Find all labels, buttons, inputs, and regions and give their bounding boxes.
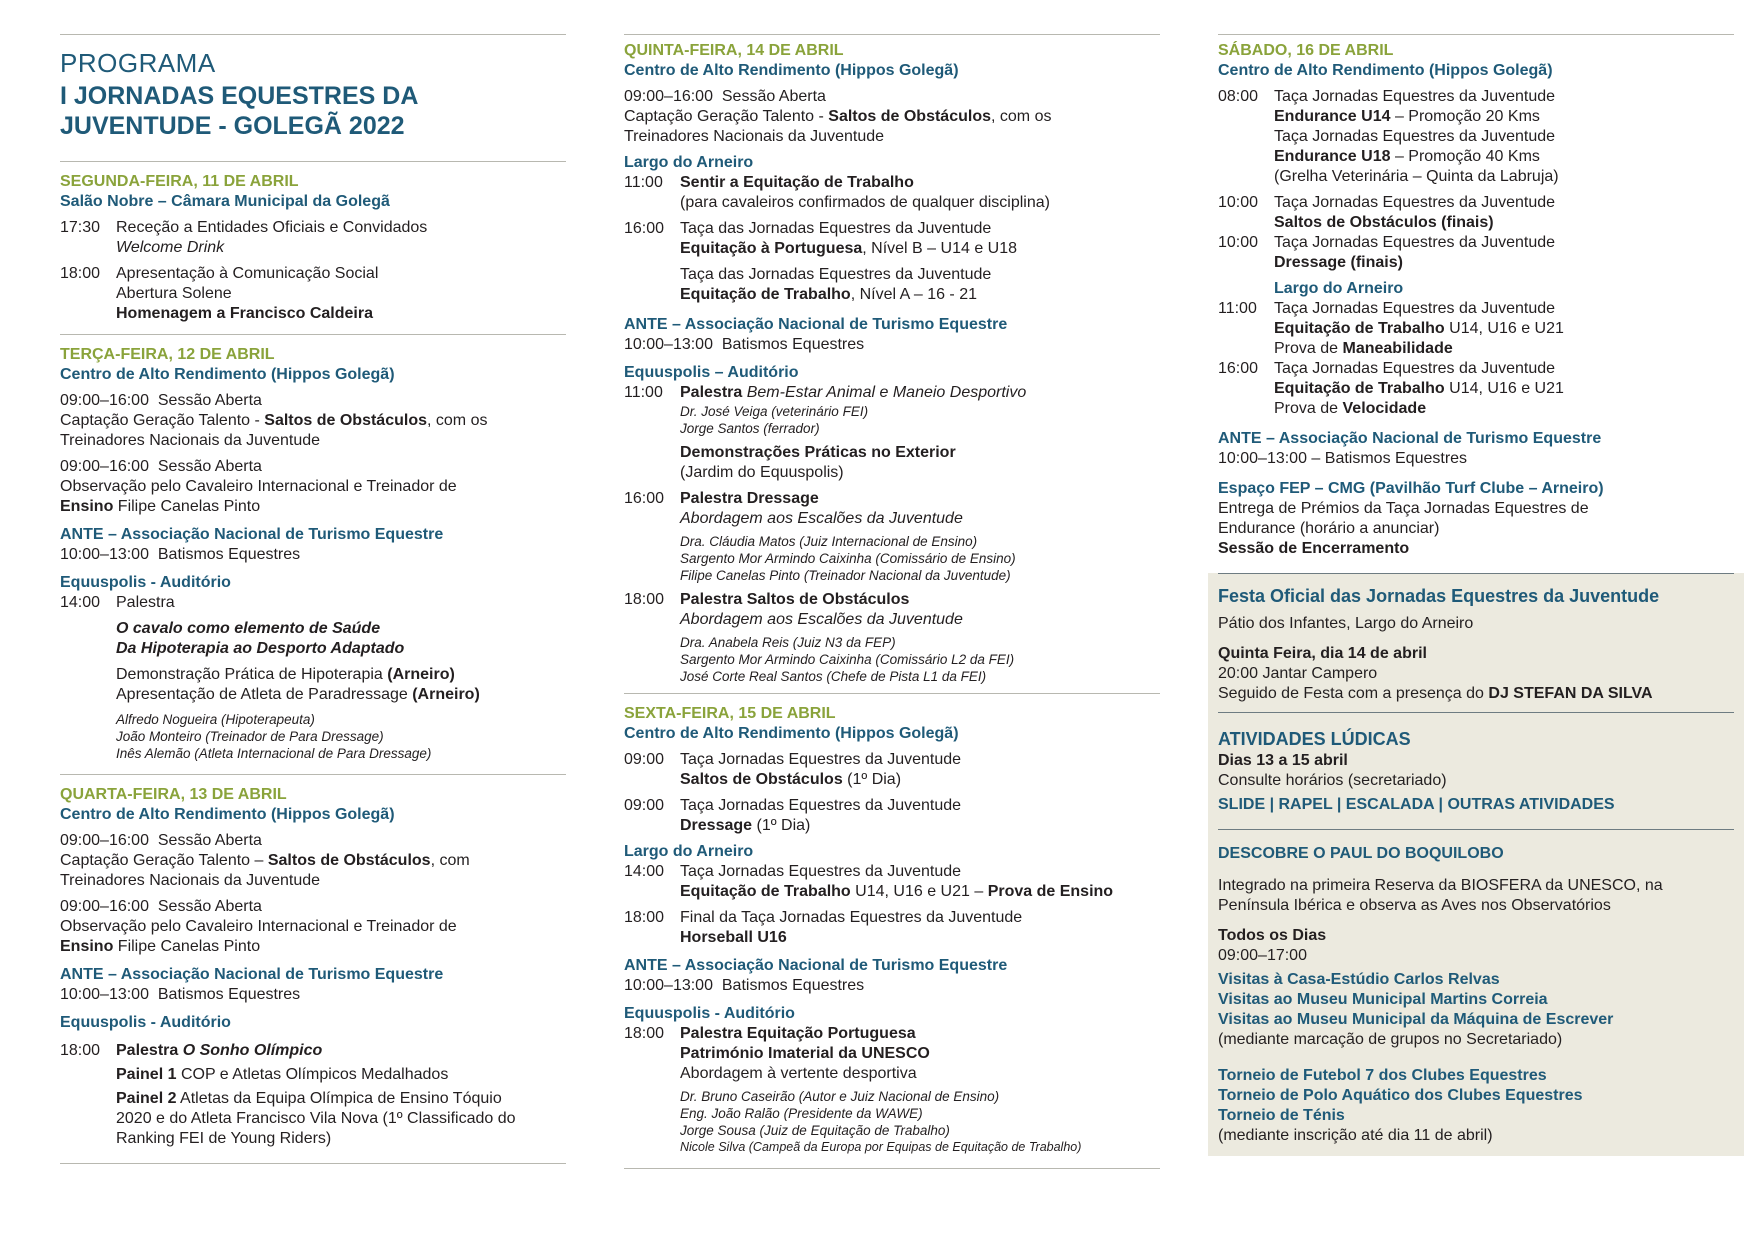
event-text: Palestra	[116, 1042, 179, 1059]
festa-date: Quinta Feira, dia 14 de abril	[1218, 645, 1427, 662]
venue: Largo do Arneiro	[624, 843, 754, 860]
event-text: Velocidade	[1342, 400, 1427, 417]
paul-text: Integrado na primeira Reserva da BIOSFERA da UNESCO, na	[1218, 877, 1663, 894]
event-text: (Arneiro)	[412, 686, 480, 703]
event-text: U14, U16 e U21 –	[855, 883, 984, 900]
divider	[1218, 573, 1734, 574]
event-time: 10:00–13:00	[624, 977, 713, 994]
speaker-name: João Monteiro (Treinador de Para Dressage)	[116, 729, 384, 744]
event-text: Sessão Aberta	[157, 898, 262, 915]
event-text: Bem-Estar Animal e Maneio Desportivo	[746, 384, 1027, 401]
event	[1218, 299, 1734, 359]
info-box	[1208, 573, 1744, 1156]
divider	[60, 774, 566, 775]
event-text: Prova de Ensino	[987, 883, 1114, 900]
event-time: 09:00	[624, 751, 665, 768]
event-text: Taça Jornadas Equestres da Juventude	[680, 797, 962, 814]
event-text: – Promoção 20 Kms	[1394, 108, 1540, 125]
event-text: Painel 1	[116, 1066, 177, 1083]
visit-item: Visitas à Casa-Estúdio Carlos Relvas	[1218, 971, 1500, 988]
speaker-name: Sargento Mor Armindo Caixinha (Comissário de Ensino)	[680, 551, 1016, 566]
day-title-tuesday: TERÇA-FEIRA, 12 DE ABRIL	[60, 346, 275, 363]
divider	[60, 334, 566, 335]
event-text: Saltos de Obstáculos	[680, 771, 843, 788]
event-text: U14, U16 e U21	[1449, 320, 1564, 337]
event-time: 09:00–16:00	[60, 832, 149, 849]
event-text: Demonstração Prática de Hipoterapia	[116, 666, 383, 683]
day-title-thursday: QUINTA-FEIRA, 14 DE ABRIL	[624, 42, 844, 59]
event-text: Abertura Solene	[116, 285, 232, 302]
venue: ANTE – Associação Nacional de Turismo Equestre	[1218, 430, 1602, 447]
event	[624, 750, 1160, 790]
event-text: Taça Jornadas Equestres da Juventude	[1274, 128, 1556, 145]
event-text: (1º Dia)	[756, 817, 811, 834]
event-text: Welcome Drink	[116, 239, 225, 256]
event-text: Batismos Equestres	[157, 546, 301, 563]
speaker-name: Dra. Cláudia Matos (Juiz Internacional de Ensino)	[680, 534, 978, 549]
event-text: COP e Atletas Olímpicos Medalhados	[180, 1066, 449, 1083]
event-time: 10:00–13:00	[624, 336, 713, 353]
event	[1218, 359, 1734, 419]
event-text: Ensino	[60, 498, 114, 515]
speaker-name: Sargento Mor Armindo Caixinha (Comissário L2 da FEI)	[680, 652, 1015, 667]
event-text: Abordagem aos Escalões da Juventude	[680, 611, 963, 628]
event-text: – Promoção 40 Kms	[1394, 148, 1540, 165]
event-text: Taça Jornadas Equestres da Juventude	[1274, 360, 1556, 377]
event-text: Taça Jornadas Equestres da Juventude	[1274, 88, 1556, 105]
event-text: Observação pelo Cavaleiro Internacional e Treinador de	[60, 918, 457, 935]
event-text: , Nível A – 16 - 21	[850, 286, 977, 303]
programa-label: PROGRAMA	[60, 48, 216, 78]
event	[624, 489, 1160, 584]
event-time: 18:00	[60, 265, 101, 282]
event-text: Filipe Canelas Pinto	[117, 498, 261, 515]
venue: ANTE – Associação Nacional de Turismo Equestre	[60, 966, 444, 983]
venue: Equuspolis - Auditório	[624, 1005, 795, 1022]
venue: Espaço FEP – CMG (Pavilhão Turf Clube – Arneiro)	[1218, 480, 1604, 497]
event-text: Taça Jornadas Equestres da Juventude	[1274, 300, 1556, 317]
event-text: Património Imaterial da UNESCO	[680, 1045, 930, 1062]
venue: Centro de Alto Rendimento (Hippos Golegã)	[624, 725, 959, 742]
event-text: Taça das Jornadas Equestres da Juventude	[680, 266, 992, 283]
tournament-item: Torneio de Futebol 7 dos Clubes Equestres	[1218, 1067, 1547, 1084]
event-text: Da Hipoterapia ao Desporto Adaptado	[116, 640, 405, 657]
event-text: Endurance U14	[1274, 108, 1391, 125]
event-time: 10:00	[1218, 194, 1259, 211]
event-text: Receção a Entidades Oficiais e Convidados	[116, 219, 428, 236]
event-text: Sessão Aberta	[157, 458, 262, 475]
event-text: Ranking FEI de Young Riders)	[116, 1130, 332, 1147]
event-time: 10:00	[1218, 234, 1259, 251]
event-text: Equitação à Portuguesa	[680, 240, 863, 257]
visit-note: (mediante marcação de grupos no Secretariado)	[1218, 1031, 1563, 1048]
event-text: (Grelha Veterinária – Quinta da Labruja)	[1274, 168, 1559, 185]
event-text: Equitação de Trabalho	[1274, 380, 1445, 397]
venue: ANTE – Associação Nacional de Turismo Equestre	[60, 526, 444, 543]
event-text: O cavalo como elemento de Saúde	[116, 620, 381, 637]
column-2	[624, 34, 1160, 1169]
event-text: Maneabilidade	[1342, 340, 1453, 357]
speaker-name: Eng. João Ralão (Presidente da WAWE)	[680, 1106, 923, 1121]
event-text: Filipe Canelas Pinto	[117, 938, 261, 955]
session	[60, 831, 566, 891]
venue: Largo do Arneiro	[1274, 280, 1404, 297]
event-time: 09:00	[624, 797, 665, 814]
event	[1218, 193, 1734, 233]
event-time: 09:00–16:00	[60, 458, 149, 475]
event	[624, 908, 1160, 948]
session	[624, 87, 1160, 147]
venue: Centro de Alto Rendimento (Hippos Golegã)	[1218, 62, 1553, 79]
paul-text: Península Ibérica e observa as Aves nos Observatórios	[1218, 897, 1611, 914]
tournament-item: Torneio de Polo Aquático dos Clubes Equestres	[1218, 1087, 1583, 1104]
venue: Equuspolis – Auditório	[624, 364, 799, 381]
event-text: Palestra Dressage	[680, 490, 819, 507]
event-text: Horseball U16	[680, 929, 787, 946]
event	[60, 218, 566, 258]
session	[60, 391, 566, 451]
venue: Centro de Alto Rendimento (Hippos Golegã)	[624, 62, 959, 79]
event-text: 2020 e do Atleta Francisco Vila Nova (1º Classificado do	[116, 1110, 516, 1127]
event-time: 11:00	[624, 174, 663, 191]
event-text: , com os	[427, 412, 488, 429]
divider	[624, 1168, 1160, 1169]
event-time: 11:00	[1218, 300, 1257, 317]
event	[624, 219, 1160, 305]
event-time: 16:00	[1218, 360, 1259, 377]
event-text: Taça Jornadas Equestres da Juventude	[680, 863, 962, 880]
event-text: Final da Taça Jornadas Equestres da Juventude	[680, 909, 1023, 926]
divider	[60, 34, 566, 35]
event-time: 09:00–16:00	[60, 898, 149, 915]
ludicas-activities: SLIDE | RAPEL | ESCALADA | OUTRAS ATIVIDADES	[1218, 796, 1615, 813]
day-title-monday: SEGUNDA-FEIRA, 11 DE ABRIL	[60, 173, 299, 190]
venue: Centro de Alto Rendimento (Hippos Golegã)	[60, 366, 395, 383]
divider	[60, 1163, 566, 1164]
event-text: Observação pelo Cavaleiro Internacional e Treinador de	[60, 478, 457, 495]
event-time: 17:30	[60, 219, 101, 236]
event-text: Saltos de Obstáculos	[267, 852, 431, 869]
event-text: , Nível B – U14 e U18	[862, 240, 1018, 257]
event	[624, 590, 1160, 685]
speaker-name: Filipe Canelas Pinto (Treinador Nacional da Juventude)	[680, 568, 1011, 583]
speaker-name: Dr. José Veiga (veterinário FEI)	[680, 404, 869, 419]
event	[60, 545, 566, 565]
divider	[60, 161, 566, 162]
event-text: Dressage	[680, 817, 753, 834]
event-text: (1º Dia)	[847, 771, 902, 788]
venue: ANTE – Associação Nacional de Turismo Equestre	[624, 316, 1008, 333]
event-text: Dressage (finais)	[1274, 254, 1403, 271]
event-time: 09:00–16:00	[624, 88, 713, 105]
event-text: Palestra	[116, 594, 175, 611]
speaker-name: José Corte Real Santos (Chefe de Pista L1 da FEI)	[680, 669, 987, 684]
event	[60, 1041, 566, 1149]
event	[60, 264, 566, 324]
speaker-name: Dra. Anabela Reis (Juiz N3 da FEP)	[680, 635, 896, 650]
ludicas-note: Consulte horários (secretariado)	[1218, 772, 1447, 789]
event-time: 14:00	[624, 863, 665, 880]
venue: Equuspolis - Auditório	[60, 574, 231, 591]
paul-title: DESCOBRE O PAUL DO BOQUILOBO	[1218, 845, 1504, 862]
event-text: Demonstrações Práticas no Exterior	[680, 444, 956, 461]
event-text: Saltos de Obstáculos	[828, 108, 991, 125]
event	[624, 173, 1160, 213]
event-text: O Sonho Olímpico	[182, 1042, 323, 1059]
divider	[1218, 34, 1734, 35]
event	[624, 335, 1160, 355]
day-title-saturday: SÁBADO, 16 DE ABRIL	[1218, 42, 1394, 59]
event-time: 11:00	[624, 384, 663, 401]
page-title: I JORNADAS EQUESTRES DA	[60, 82, 419, 110]
event-text: Captação Geração Talento –	[60, 852, 264, 869]
festa-dinner: 20:00 Jantar Campero	[1218, 665, 1378, 682]
event-time: 16:00	[624, 220, 665, 237]
divider	[1218, 712, 1734, 713]
event-text: Palestra Saltos de Obstáculos	[680, 591, 910, 608]
event-text: Apresentação de Atleta de Paradressage	[116, 686, 408, 703]
event-text: Apresentação à Comunicação Social	[116, 265, 379, 282]
divider	[1218, 829, 1734, 830]
event-time: 09:00–16:00	[60, 392, 149, 409]
speaker-name: Dr. Bruno Caseirão (Autor e Juiz Nacional de Ensino)	[680, 1089, 1000, 1104]
session	[60, 457, 566, 517]
event-text: Taça Jornadas Equestres da Juventude	[1274, 194, 1556, 211]
event-text: Taça Jornadas Equestres da Juventude	[680, 751, 962, 768]
festa-dj-line	[1218, 684, 1734, 704]
event-time: 08:00	[1218, 88, 1259, 105]
event-time: 18:00	[624, 909, 665, 926]
festa-place: Pátio dos Infantes, Largo do Arneiro	[1218, 615, 1474, 632]
event-text: Treinadores Nacionais da Juventude	[60, 872, 321, 889]
venue: Equuspolis - Auditório	[60, 1014, 231, 1031]
event-text: Equitação de Trabalho	[680, 883, 851, 900]
speaker-name: Inês Alemão (Atleta Internacional de Para Dressage)	[116, 746, 432, 761]
event	[60, 593, 566, 762]
venue: Salão Nobre – Câmara Municipal da Golegã	[60, 193, 390, 210]
event	[1218, 87, 1734, 187]
event	[624, 796, 1160, 836]
event-time: 16:00	[624, 490, 665, 507]
session	[60, 897, 566, 957]
event-text: Palestra	[680, 384, 743, 401]
event	[624, 862, 1160, 902]
event	[624, 1024, 1160, 1156]
day-title-friday: SEXTA-FEIRA, 15 DE ABRIL	[624, 705, 836, 722]
venue: ANTE – Associação Nacional de Turismo Equestre	[624, 957, 1008, 974]
event-text: U14, U16 e U21	[1449, 380, 1564, 397]
ludicas-days: Dias 13 a 15 abril	[1218, 752, 1348, 769]
festa-title: Festa Oficial das Jornadas Equestres da Juventude	[1218, 586, 1660, 606]
event-text: Captação Geração Talento -	[624, 108, 824, 125]
event-text: Palestra Equitação Portuguesa	[680, 1025, 916, 1042]
event-text: Seguido de Festa com a presença do	[1218, 685, 1484, 702]
tournament-note: (mediante inscrição até dia 11 de abril)	[1218, 1127, 1493, 1144]
event-text: Endurance U18	[1274, 148, 1391, 165]
venue: Largo do Arneiro	[624, 154, 754, 171]
event-text: Treinadores Nacionais da Juventude	[60, 432, 321, 449]
event-time: 18:00	[624, 1025, 665, 1042]
event-text: , com	[430, 852, 470, 869]
column-1	[60, 34, 566, 1164]
visit-item: Visitas ao Museu Municipal Martins Correia	[1218, 991, 1548, 1008]
event-text: Saltos de Obstáculos (finais)	[1274, 214, 1494, 231]
todos-dias: Todos os Dias	[1218, 927, 1327, 944]
event-text: Abordagem aos Escalões da Juventude	[680, 510, 963, 527]
event-text: , com os	[991, 108, 1052, 125]
event-text: Captação Geração Talento -	[60, 412, 260, 429]
event-text: Batismos Equestres	[721, 977, 865, 994]
event	[60, 985, 566, 1005]
speaker-name: Jorge Santos (ferrador)	[680, 421, 820, 436]
event-text: Abordagem à vertente desportiva	[680, 1065, 917, 1082]
event-text: (Arneiro)	[387, 666, 455, 683]
event-text: Taça das Jornadas Equestres da Juventude	[680, 220, 992, 237]
event-text: Painel 2	[116, 1090, 177, 1107]
event-text: Equitação de Trabalho	[1274, 320, 1445, 337]
ludicas-title: ATIVIDADES LÚDICAS	[1218, 729, 1411, 749]
event-text: (Jardim do Equuspolis)	[680, 464, 844, 481]
event-text: Endurance (horário a anunciar)	[1218, 520, 1440, 537]
event-text: Sessão de Encerramento	[1218, 540, 1410, 557]
event-time: 14:00	[60, 594, 101, 611]
event-text: Sessão Aberta	[157, 392, 262, 409]
tournament-item: Torneio de Ténis	[1218, 1107, 1345, 1124]
event-text: Prova de	[1274, 400, 1339, 417]
speaker-name: Jorge Sousa (Juiz de Equitação de Trabalho)	[680, 1123, 950, 1138]
event-text: Sessão Aberta	[721, 88, 826, 105]
event-text: Homenagem a Francisco Caldeira	[116, 305, 373, 322]
speaker-name: Nicole Silva (Campeã da Europa por Equipas de Equitação de Trabalho)	[680, 1140, 1082, 1154]
event-text: Taça Jornadas Equestres da Juventude	[1274, 234, 1556, 251]
event-text: Atletas da Equipa Olímpica de Ensino Tóquio	[180, 1090, 502, 1107]
todos-time: 09:00–17:00	[1218, 947, 1307, 964]
event-time: 10:00–13:00	[60, 546, 149, 563]
event	[624, 976, 1160, 996]
event-text: Entrega de Prémios da Taça Jornadas Equestres de	[1218, 500, 1589, 517]
event-text: 10:00–13:00 – Batismos Equestres	[1218, 450, 1468, 467]
column-3	[1218, 34, 1734, 1156]
event-text: Sessão Aberta	[157, 832, 262, 849]
event-text: Batismos Equestres	[721, 336, 865, 353]
dj-name: DJ STEFAN DA SILVA	[1488, 685, 1653, 702]
event-text: Ensino	[60, 938, 114, 955]
day-title-wednesday: QUARTA-FEIRA, 13 DE ABRIL	[60, 786, 287, 803]
event-time: 10:00–13:00	[60, 986, 149, 1003]
divider	[624, 693, 1160, 694]
event-text: Saltos de Obstáculos	[264, 412, 427, 429]
event-text: Sentir a Equitação de Trabalho	[680, 174, 914, 191]
event-text: (para cavaleiros confirmados de qualquer disciplina)	[680, 194, 1050, 211]
event-time: 18:00	[624, 591, 665, 608]
event-text: Prova de	[1274, 340, 1339, 357]
event-text: Treinadores Nacionais da Juventude	[624, 128, 885, 145]
event-text: Equitação de Trabalho	[680, 286, 851, 303]
event	[1218, 233, 1734, 273]
venue: Centro de Alto Rendimento (Hippos Golegã)	[60, 806, 395, 823]
speaker-name: Alfredo Nogueira (Hipoterapeuta)	[116, 712, 315, 727]
divider	[624, 34, 1160, 35]
event-text: Batismos Equestres	[157, 986, 301, 1003]
event	[624, 383, 1160, 483]
event-time: 18:00	[60, 1042, 101, 1059]
visit-item: Visitas ao Museu Municipal da Máquina de Escrever	[1218, 1011, 1614, 1028]
page-title-line2: JUVENTUDE - GOLEGÃ 2022	[60, 112, 405, 140]
